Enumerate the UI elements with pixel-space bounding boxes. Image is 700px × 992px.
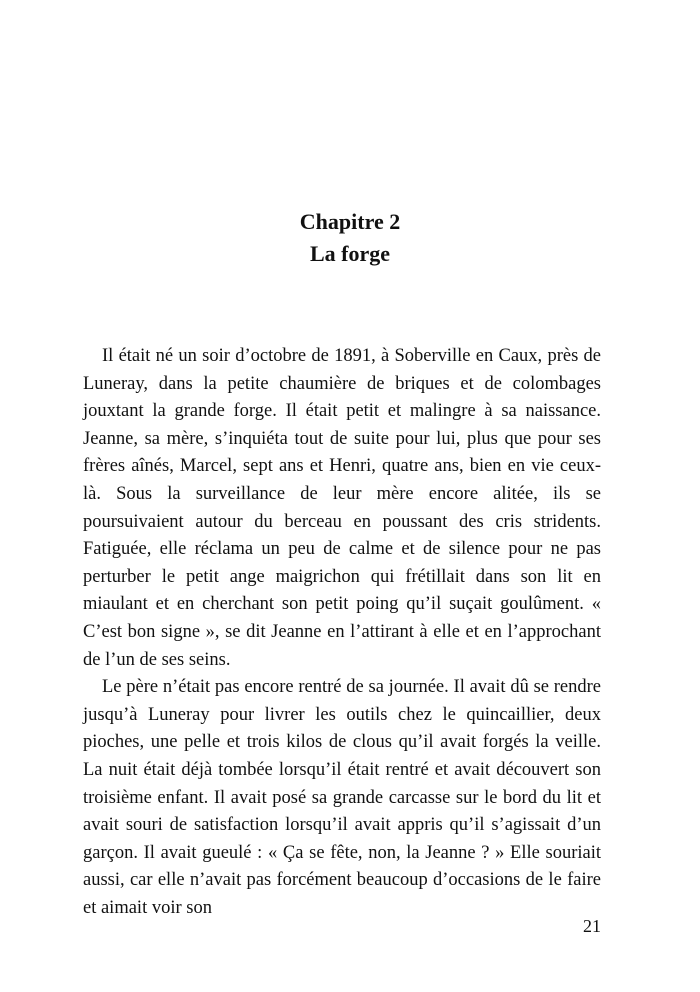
chapter-heading (0, 206, 700, 270)
paragraph-2: Le père n’était pas encore rentré de sa journée. Il avait dû se rendre jusqu’à Luneray pour livrer les outils chez le quincaillier, deux pioches, une pelle et trois kilos de clous qu’il avait forgés la veille. La nuit était déjà tombée lorsqu’il était rentré et avait découvert son troisième enfant. Il avait posé sa grande carcasse sur le bord du lit et avait souri de satisfaction lorsqu’il avait appris qu’il s’agissait d’un garçon. Il avait gueulé : « Ça se fête, non, la Jeanne ? » Elle souriait aussi, car elle n’avait pas forcément beaucoup d’occasions de le faire et aimait voir son (83, 677, 601, 918)
paragraph-1: Il était né un soir d’octobre de 1891, à Soberville en Caux, près de Luneray, dans la petite chaumière de briques et de colombages jouxtant la grande forge. Il était petit et malingre à sa naissance. Jeanne, sa mère, s’inquiéta tout de suite pour lui, plus que pour ses frères aînés, Marcel, sept ans et Henri, quatre ans, bien en vie ceux-là. Sous la surveillance de leur mère encore alitée, ils se poursuivaient autour du berceau en poussant des cris stridents. Fatiguée, elle réclama un peu de calme et de silence pour ne pas perturber le petit ange maigrichon qui frétillait dans son lit en miaulant et en cherchant son petit poing qu’il suçait goulûment. « C’est bon signe », se dit Jeanne en l’attirant à elle et en l’approchant de l’un de ses seins. (83, 346, 601, 670)
page-number: 21 (583, 916, 601, 936)
chapter-number: Chapitre 2 (299, 209, 401, 234)
body-text (83, 343, 601, 922)
chapter-title: La forge (309, 241, 391, 266)
